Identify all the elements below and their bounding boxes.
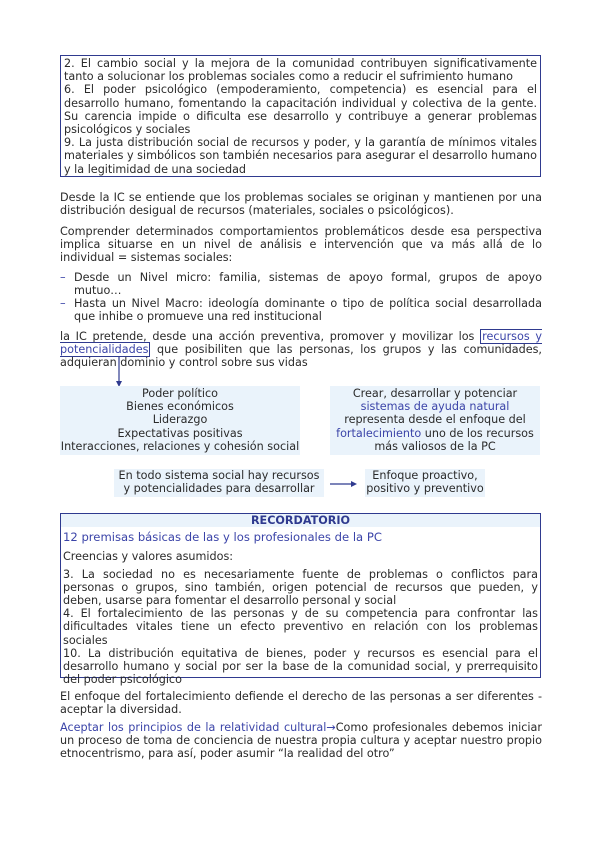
support-line-3-text: uno de los recursos — [421, 426, 534, 440]
recordatorio-box — [60, 513, 541, 687]
paragraph-cultural-relativity — [60, 721, 542, 761]
support-line-4: más valiosos de la PC — [374, 439, 496, 453]
paragraph-systems: Comprender determinados comportamientos problemáticos desde esa perspectiva implica situarse en un nivel de análisis e intervención que va más allá de lo individual = sistemas sociales: — [60, 225, 542, 265]
resources-list — [60, 386, 300, 455]
text-before: la IC pretende, desde una acción preventiva, promover y movilizar los — [60, 330, 481, 343]
list-item-macro — [60, 297, 542, 323]
support-link-natural: sistemas de ayuda natural — [360, 400, 510, 414]
resource-item: Bienes económicos — [126, 400, 234, 414]
recordatorio-title: RECORDATORIO — [61, 514, 540, 527]
premise-9: 9. La justa distribución social de recursos y poder, y la garantía de mínimos vitales materiales y simbólicos son también necesarios para asegurar el desarrollo humano y la legitimidad de una sociedad — [64, 136, 537, 176]
support-line-1: Crear, desarrollar y potenciar — [352, 387, 518, 400]
approach-statement: Enfoque proactivo, positivo y preventivo — [366, 469, 484, 496]
paragraph-ic-aims — [60, 330, 542, 370]
cultural-relativity-link: Aceptar los principios de la relatividad cultural — [60, 721, 327, 734]
support-line-3 — [330, 427, 540, 440]
resource-item: Poder político — [142, 387, 218, 400]
paragraph-ic-origin: Desde la IC se entiende que los problemas sociales se originan y mantienen por una distribución desigual de recursos (materiales, sociales o psicológicos). — [60, 191, 542, 218]
resource-item: Expectativas positivas — [117, 426, 243, 440]
highlighted-resources: recursos y potencialidades — [60, 330, 542, 357]
recordatorio-subtitle: 12 premisas básicas de las y los profesionales de la PC — [63, 530, 382, 545]
beliefs-heading: Creencias y valores asumidos: — [63, 550, 234, 564]
bullet-text: Hasta un Nivel Macro: ideología dominante o tipo de política social desarrollada que inhibe o promueve una red institucional — [74, 297, 542, 324]
resources-statement: En todo sistema social hay recursos y potencialidades para desarrollar — [114, 469, 324, 497]
premises-box — [60, 55, 541, 177]
arrow-glyph: → — [326, 721, 336, 734]
support-link-fortalecimiento: fortalecimiento — [336, 426, 422, 440]
paragraph-diversity: El enfoque del fortalecimiento defiende el derecho de las personas a ser diferentes - aceptar la diversidad. — [60, 690, 542, 717]
resource-item: Liderazgo — [152, 413, 208, 427]
premise-6: 6. El poder psicológico (empoderamiento, competencia) es esencial para el desarrollo humano, fomentando la capacitación individual y colectiva de la gente. Su carencia impide o dificulta ese desarrollo y contribuye a generar problemas psicológicos y sociales — [64, 83, 537, 137]
text-after: que posibiliten que las personas, los grupos y las comunidades, adquieran dominio y control sobre sus vidas — [60, 343, 542, 370]
premise-4: 4. El fortalecimiento de las personas y de su competencia para confrontar las dificultades vitales tiene un efecto preventivo en relación con los problemas sociales — [63, 607, 538, 647]
premise-10: 10. La distribución equitativa de bienes, poder y recursos es esencial para el desarrollo humano y social por ser la base de la comunidad social, y prerrequisito del poder psicológico — [63, 646, 538, 687]
premise-3: 3. La sociedad no es necesariamente fuente de problemas o conflictos para personas o grupos, sino también, origen potencial de recursos que pueden, y deben, usarse para fomentar el desarrollo personal y social — [63, 567, 538, 608]
resource-item: Interacciones, relaciones y cohesión social — [60, 439, 300, 453]
list-item-micro — [60, 271, 542, 297]
cultural-relativity-text: Como profesionales debemos iniciar un proceso de toma de conciencia de nuestra propia cultura y aceptar nuestro propio etnocentrismo, para así, poder asumir “la realidad del otro” — [60, 721, 542, 761]
premise-2: 2. El cambio social y la mejora de la comunidad contribuyen significativamente tanto a solucionar los problemas sociales como a reducir el sufrimiento humano — [64, 57, 537, 84]
dash-bullet: – — [60, 297, 66, 310]
support-line-2: representa desde el enfoque del — [344, 413, 526, 427]
dash-bullet: – — [60, 271, 66, 284]
right-arrow-icon — [330, 479, 358, 489]
down-arrow-icon — [114, 356, 124, 388]
support-systems-box — [330, 386, 540, 455]
bullet-text: Desde un Nivel micro: familia, sistemas de apoyo formal, grupos de apoyo mutuo… — [74, 271, 542, 298]
